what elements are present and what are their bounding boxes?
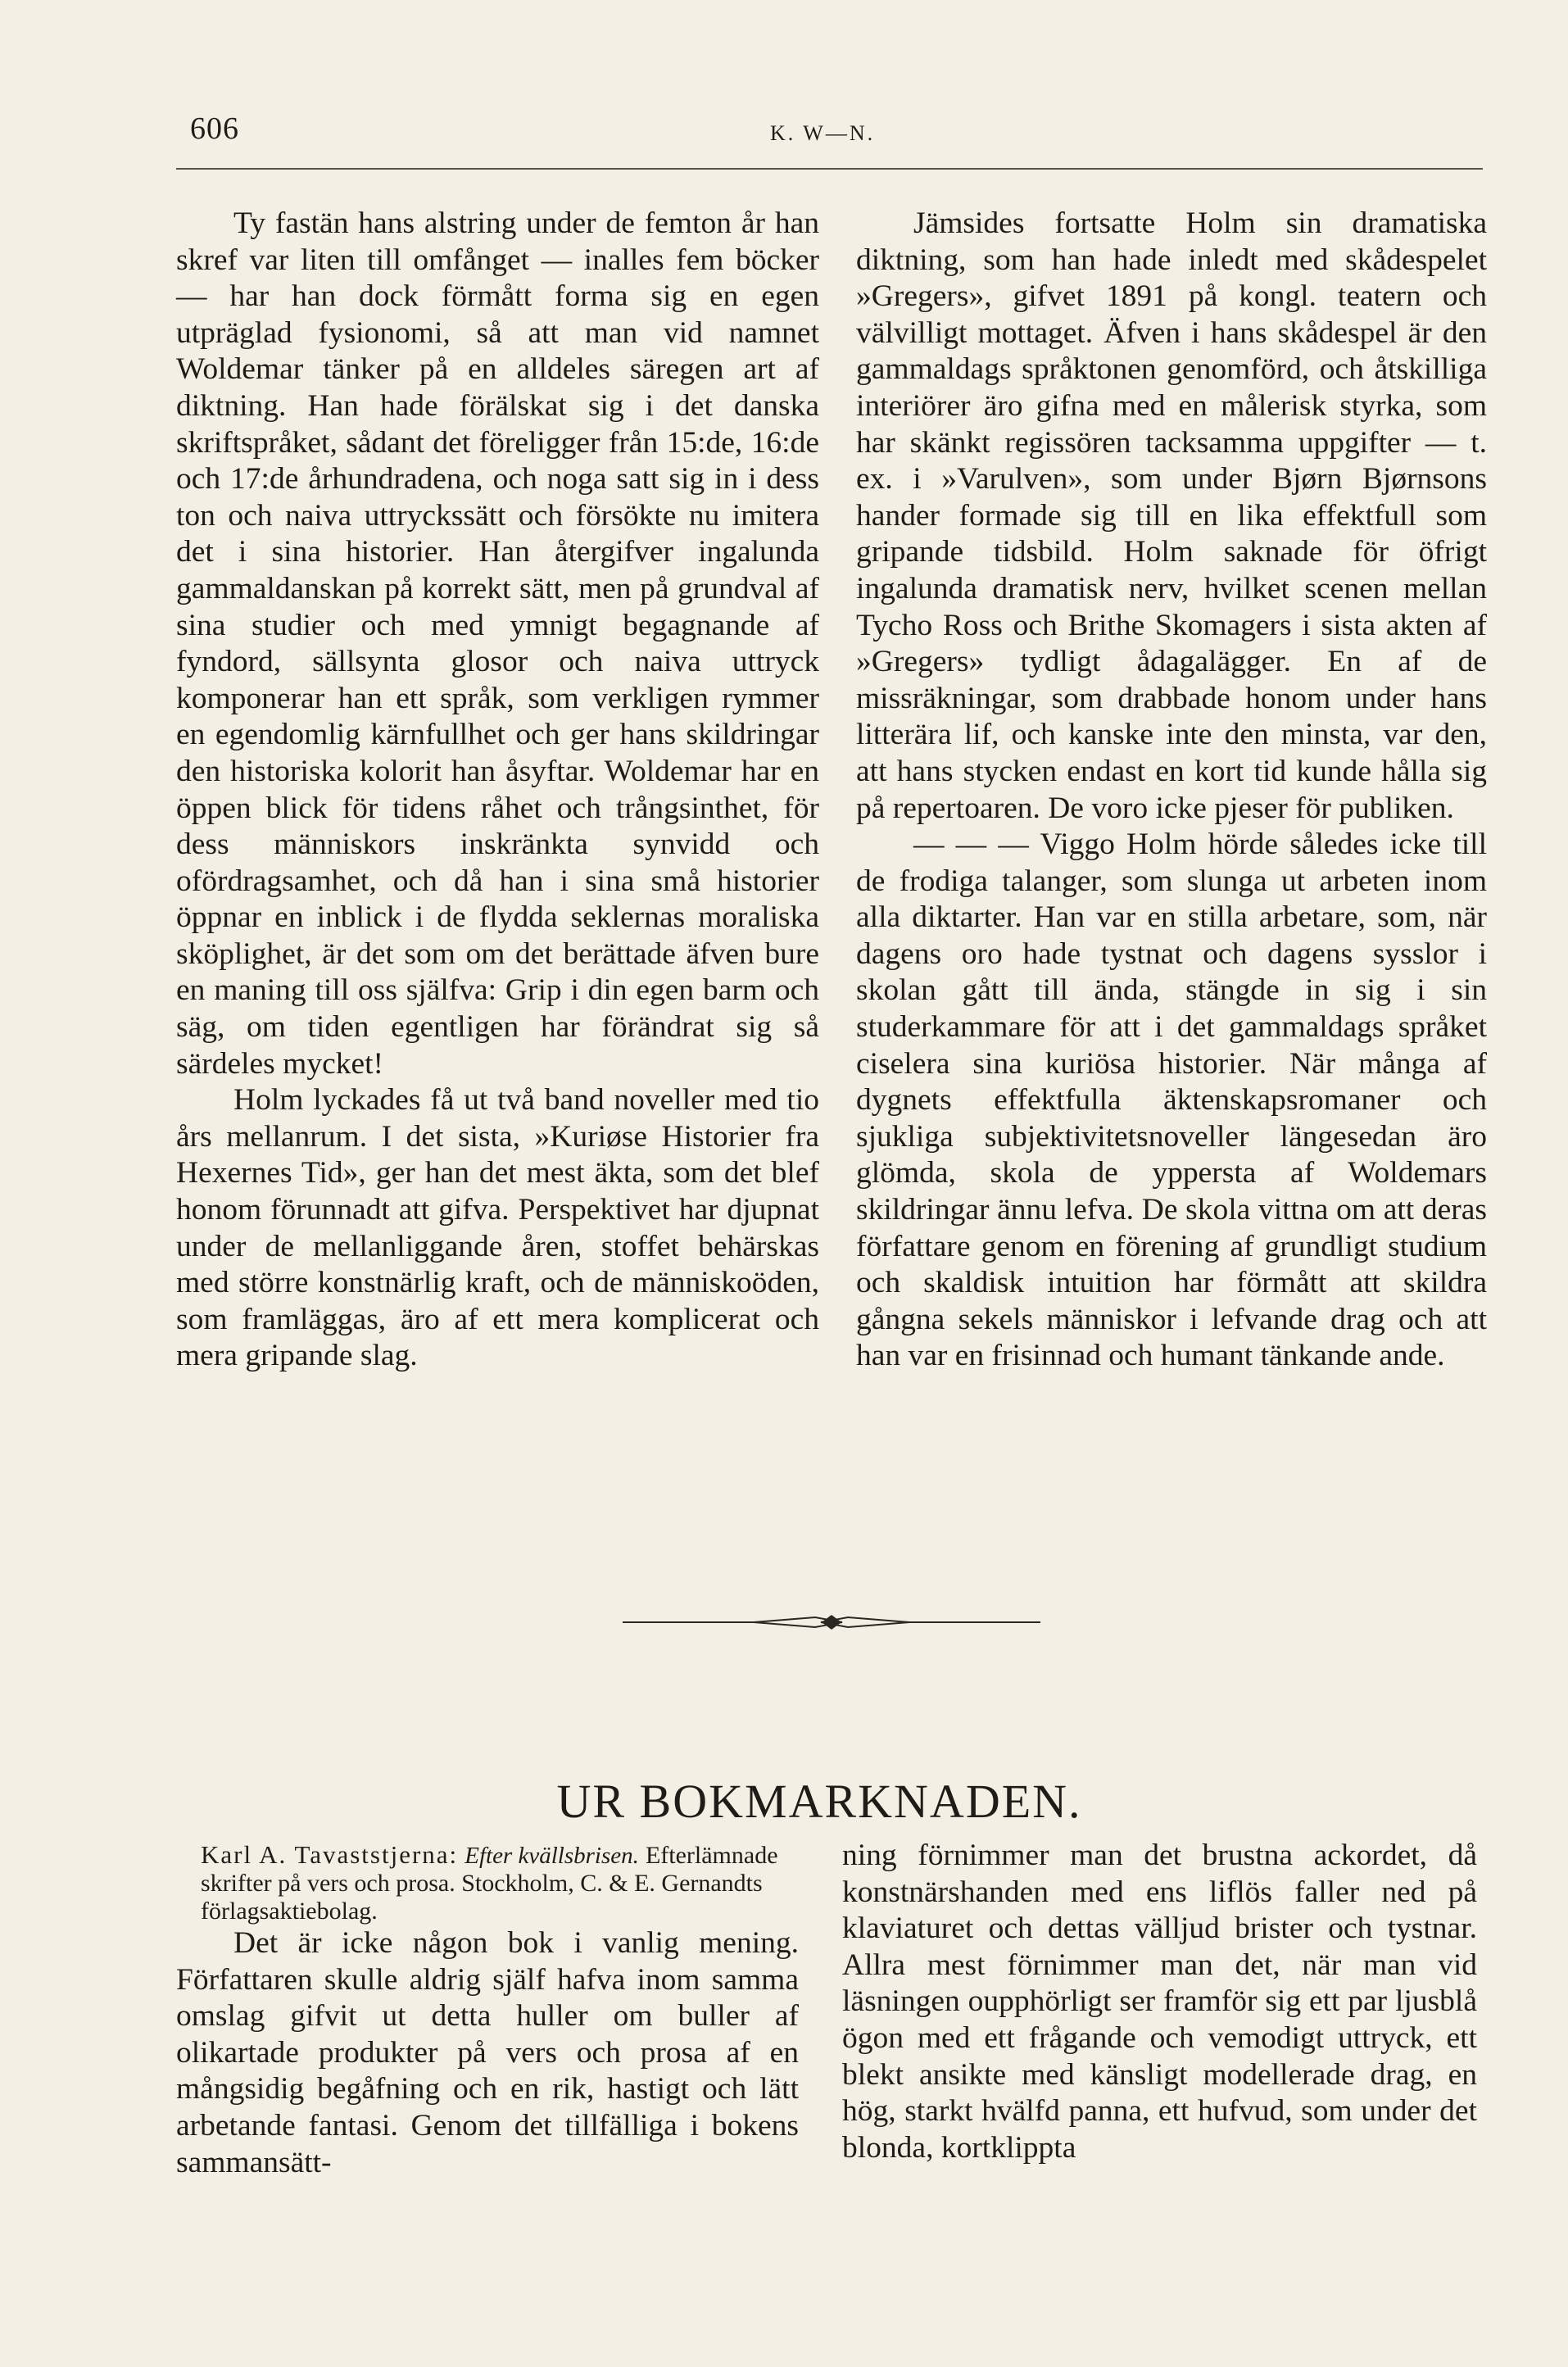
review-details: Efterlämnade skrifter på vers och prosa. Stockholm, C. & E. Gernandts förlagsaktiebolag.: [201, 1842, 778, 1925]
running-head: K. W—N.: [770, 121, 876, 145]
review-book-title: Efter kvällsbrisen.: [465, 1843, 639, 1869]
section-title: UR BOKMARKNADEN.: [556, 1775, 1082, 1828]
review-bibliography: [176, 1841, 799, 1925]
article-paragraph: — — — Viggo Holm hörde således icke till de frodiga talanger, som slunga ut arbeten inom alla diktarter. Han var en stilla arbetare, som, när dagens oro hade tystnat och dagens sysslor i skolan gått till ända, stängde in sig i sin studerkammare för att i det gammaldags språket ciselera sina kuriösa historier. När många af dygnets effektfulla äktenskapsromaner och sjukliga subjektivitetsnoveller längesedan äro glömda, skola de yppersta af Woldemars skildringar ännu lefva. De skola vittna om att deras författare genom en förening af grundligt studium och skaldisk intuition har förmått att skildra gångna sekels människor i lefvande drag och att han var en frisinnad och humant tänkande ande.: [856, 828, 1487, 1373]
review-author: Karl A. Tavaststjerna:: [201, 1840, 459, 1869]
article-paragraph: Holm lyckades få ut två band noveller med tio års mellanrum. I det sista, »Kuriøse Historier fra Hexernes Tid», ger han det mest äkta, som det blef honom förunnadt att gifva. Perspektivet har djupnat under de mellanliggande åren, stoffet behärskas med större konstnärlig kraft, och de människoöden, som framläggas, äro af ett mera komplicerat och mera gripande slag.: [176, 1083, 819, 1373]
review-right-column: [842, 1838, 1477, 2166]
article-right-column: [856, 206, 1487, 1375]
article-paragraph: Jämsides fortsatte Holm sin dramatiska diktning, som han hade inledt med skådespelet »Gregers», gifvet 1891 på kongl. teatern och välvilligt mottaget. Äfven i hans skådespel är den gammaldags språktonen genomförd, och åtskilliga interiörer äro gifna med en målerisk styrka, som har skänkt regissören tacksamma uppgifter — t. ex. i »Varulven», som under Bjørn Bjørnsons hander formade sig till en lika effektfull som gripande tidsbild. Holm saknade för öfrigt ingalunda dramatisk nerv, hvilket scenen mellan Tycho Ross och Brithe Skomagers i sista akten af »Gregers» tydligt ådagalägger. En af de missräkningar, som drabbade honom under hans litterära lif, och kanske inte den minsta, var den, att hans stycken endast en kort tid kunde hålla sig på repertoaren. De voro icke pjeser för publiken.: [856, 206, 1487, 825]
ornament-divider-icon: [623, 1606, 1040, 1639]
article-left-column: [176, 206, 819, 1375]
article-paragraph: Ty fastän hans alstring under de femton år han skref var liten till omfånget — inalles fem böcker — har han dock förmått forma sig en egen utpräglad fysionomi, så att man vid namnet Woldemar tänker på en alldeles säregen art af diktning. Han hade förälskat sig i det danska skriftspråket, sådant det föreligger från 15:de, 16:de och 17:de århundradena, och noga satt sig in i dess ton och naiva uttryckssätt och försökte nu imitera det i sina historier. Han återgifver ingalunda gammaldanskan på korrekt sätt, men på grundval af sina studier och med ymnigt begagnande af fyndord, sällsynta glosor och naiva uttryck komponerar han ett språk, som verkligen rymmer en egendomlig kärnfullhet och ger hans skildringar den historiska kolorit han åsyftar. Woldemar har en öppen blick för tidens råhet och trångsinthet, för dess människors inskränkta synvidd och ofördragsamhet, och då han i sina små historier öppnar en inblick i de flydda seklernas moraliska sköplighet, är det som om det berättade äfven bure en maning till oss själfva: Grip i din egen barm och säg, om tiden egentligen har förändrat sig så särdeles mycket!: [176, 206, 819, 1081]
page-number: 606: [190, 111, 239, 146]
review-paragraph: ning förnimmer man det brustna ackordet, då konstnärshanden med ens liflös faller ned på klaviaturet och dettas välljud brister och tystnar. Allra mest förnimmer man det, när man vid läsningen oupphörligt ser framför sig ett par ljusblå ögon med ett frågande och vemodigt uttryck, ett blekt ansikte med känsligt modellerade drag, en hög, starkt hvälfd panna, ett hufvud, som under det blonda, kortklippta: [842, 1839, 1477, 2165]
review-paragraph: Det är icke någon bok i vanlig mening. Författaren skulle aldrig själf hafva inom samma omslag gifvit ut detta huller om buller af olikartade produkter på vers och prosa af en mångsidig begåfning och en rik, hastigt och lätt arbetande fantasi. Genom det tillfälliga i bokens sammansätt-: [176, 1926, 799, 2179]
review-left-column: [176, 1841, 799, 2181]
header-rule: [176, 168, 1483, 170]
